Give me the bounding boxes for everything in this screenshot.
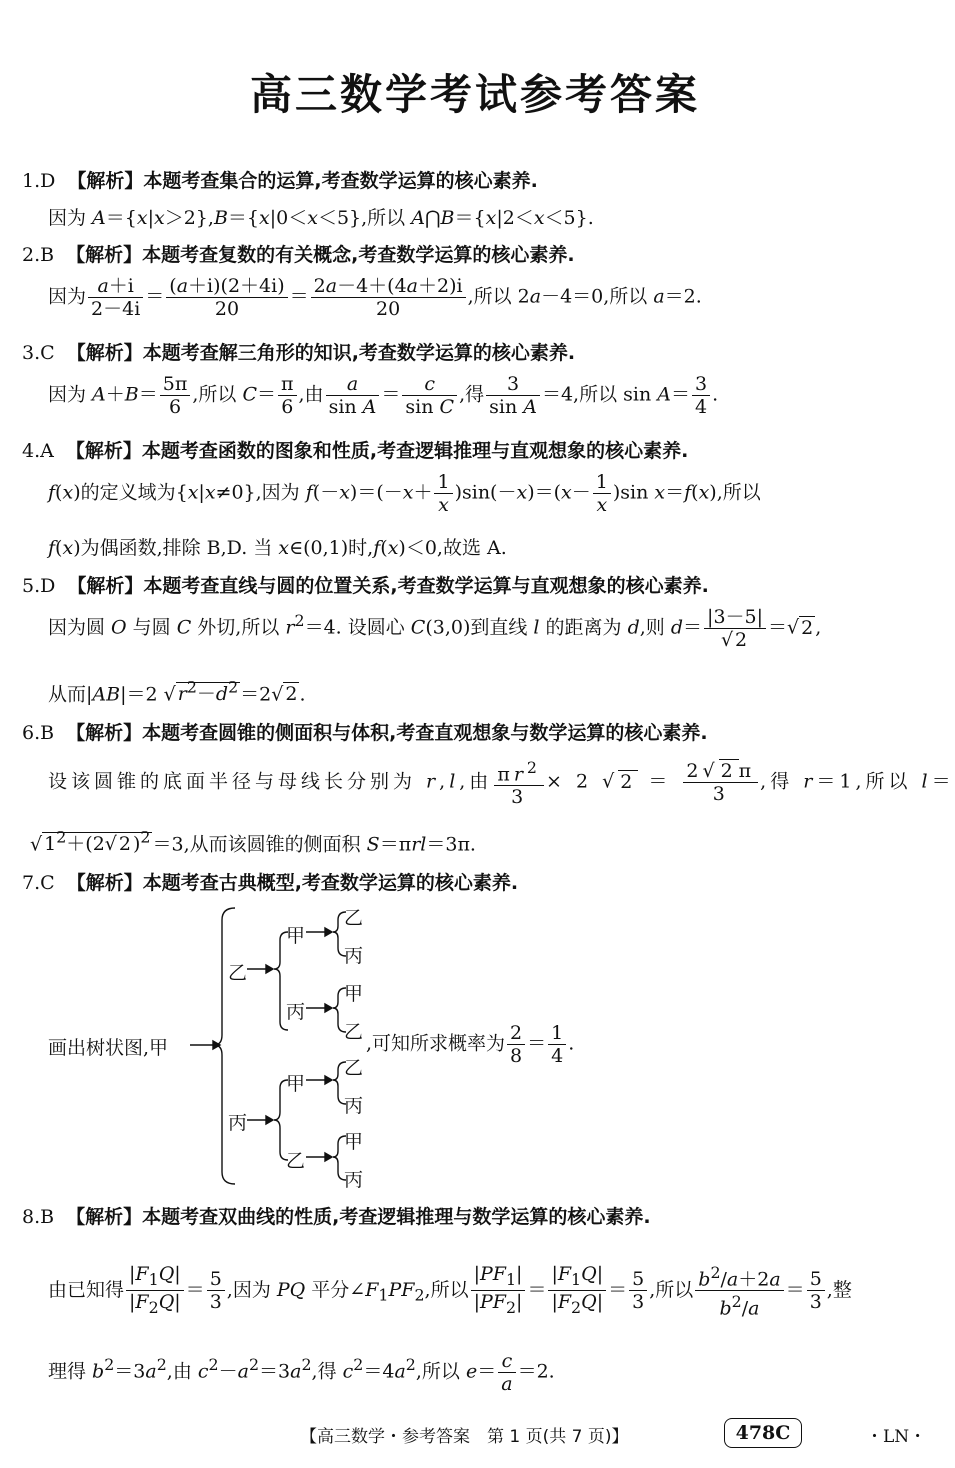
analysis-tag: 【解析】 bbox=[67, 170, 144, 192]
solution-line: 因为 A＝{x|x＞2},B＝{x|0＜x＜5},所以 A⋂B＝{x|2＜x＜5}. bbox=[48, 207, 594, 229]
question-number: 4. bbox=[22, 440, 41, 462]
question-desc: 本题考查复数的有关概念,考查数学运算的核心素养. bbox=[142, 244, 575, 266]
tree-node: 乙 bbox=[286, 1150, 306, 1172]
tree-node: 丙 bbox=[228, 1112, 248, 1134]
answer-letter: B bbox=[40, 722, 55, 744]
tree-leaf: 丙 bbox=[344, 1169, 364, 1191]
analysis-tag: 【解析】 bbox=[66, 244, 143, 266]
answer-letter: B bbox=[40, 244, 55, 266]
question-desc: 本题考查集合的运算,考查数学运算的核心素养. bbox=[143, 170, 538, 192]
question-desc: 本题考查双曲线的性质,考查逻辑推理与数学运算的核心素养. bbox=[142, 1206, 651, 1228]
tree-brace-root bbox=[214, 908, 235, 1184]
tree-leaf: 乙 bbox=[344, 907, 364, 929]
solution-line: f(x)为偶函数,排除 B,D. 当 x∈(0,1)时,f(x)＜0,故选 A. bbox=[48, 537, 507, 559]
tree-leaf: 丙 bbox=[344, 1095, 364, 1117]
footer-code-badge: 478C bbox=[724, 1418, 802, 1448]
question-number: 5. bbox=[22, 575, 41, 597]
footer-page-info: 【高三数学・参考答案 第 1 页(共 7 页)】 bbox=[300, 1427, 629, 1447]
answer-letter: A bbox=[40, 440, 54, 462]
tree-leaf: 乙 bbox=[344, 1057, 364, 1079]
question-desc: 本题考查古典概型,考查数学运算的核心素养. bbox=[142, 872, 519, 894]
solution-line: 因为圆 O 与圆 C 外切,所以 $r^2=4$. 设圆心 C(3,0)到直线 l 的距离为 d,则 d＝ $\frac{|3-5|}{√ 2}$ ＝√ 2 , bbox=[48, 606, 822, 651]
question-desc: 本题考查直线与圆的位置关系,考查数学运算与直观想象的核心素养. bbox=[143, 575, 709, 597]
analysis-tag: 【解析】 bbox=[65, 440, 142, 462]
solution-line: √ $1^2+(2√$ 2 )$^2$ ＝3,从而该圆锥的侧面积 S＝πrl＝3π. bbox=[30, 828, 476, 856]
solution-line: 因为 $\frac{a+i}{2-4i}$ ＝ $\frac{(a+i)(2+4i)}{20}$ ＝ $\frac{2a-4+(4a+2)i}{20}$ ,所以 2a－4＝0,所以 a＝2. bbox=[48, 275, 702, 320]
tree-conclusion: ,可知所求概率为 $\frac{2}{8}$ ＝ $\frac{1}{4}$ . bbox=[366, 1022, 575, 1067]
question-number: 8. bbox=[22, 1206, 41, 1228]
tree-conclusion-text: ,可知所求概率为 bbox=[366, 1032, 506, 1055]
answer-letter: D bbox=[40, 170, 56, 192]
analysis-tag: 【解析】 bbox=[66, 342, 143, 364]
tree-leaf: 乙 bbox=[344, 1021, 364, 1043]
question-desc: 本题考查函数的图象和性质,考查逻辑推理与直观想象的核心素养. bbox=[141, 440, 689, 462]
analysis-tag: 【解析】 bbox=[66, 722, 143, 744]
tree-leaf: 甲 bbox=[344, 1131, 364, 1153]
solution-line: 因为 A＋B＝ $\frac{5\pi}{6}$ ,所以 C＝ $\frac{\pi}{6}$ ,由 $\frac{a}{\text{sin A}}$ ＝ $\frac{c}{\text{sin C}}$ ,得 $\frac{3}{\text{sin A}}$ ＝4,所以 sin A＝ $\frac{3}{4}$ . bbox=[48, 373, 719, 418]
question-number: 1. bbox=[22, 170, 41, 192]
tree-node: 甲 bbox=[286, 1073, 306, 1095]
question-desc: 本题考查解三角形的知识,考查数学运算的核心素养. bbox=[142, 342, 576, 364]
question-number: 7. bbox=[22, 872, 41, 894]
tree-node: 丙 bbox=[286, 1001, 306, 1023]
question-number: 6. bbox=[22, 722, 41, 744]
analysis-tag: 【解析】 bbox=[66, 1206, 143, 1228]
footer-region: ・LN・ bbox=[866, 1427, 927, 1447]
tree-leaf: 丙 bbox=[344, 945, 364, 967]
tree-lead-text: 画出树状图,甲 bbox=[48, 1037, 169, 1059]
tree-node: 乙 bbox=[228, 962, 248, 984]
answer-letter: D bbox=[40, 575, 56, 597]
solution-line: f(x)的定义域为{x|x≠0},因为 f(－x)＝(－x＋ $\frac{1}{x}$ )sin(－x)＝(x－ $\frac{1}{x}$ )sin x＝f(x),所以 bbox=[48, 471, 761, 516]
solution-line: 从而|AB|＝2 √ $r^2-d^2 =2√$ 2 . bbox=[48, 678, 306, 706]
answer-letter: C bbox=[40, 342, 55, 364]
solution-line: 理得 $b^2=3a^2$,由 $c^2-a^2=3a^2$,得 $c^2=4a^2$,所以 e＝ $\frac{c}{a}$ ＝2. bbox=[48, 1350, 555, 1395]
question-number: 2. bbox=[22, 244, 41, 266]
solution-line: 设该圆锥的底面半径与母线长分别为 r,l,由 $\frac{\pi r^2}{3}$ × 2 √ 2 ＝ $\frac{2√ 2 \pi}{3}$ ,得 r＝1,所以 l＝ bbox=[48, 758, 955, 809]
answer-letter: C bbox=[40, 872, 55, 894]
question-desc: 本题考查圆锥的侧面积与体积,考查直观想象与数学运算的核心素养. bbox=[142, 722, 708, 744]
tree-node: 甲 bbox=[286, 925, 306, 947]
analysis-tag: 【解析】 bbox=[66, 872, 143, 894]
answer-letter: B bbox=[40, 1206, 55, 1228]
page-title: 高三数学考试参考答案 bbox=[249, 70, 700, 119]
tree-leaf: 甲 bbox=[344, 983, 364, 1005]
analysis-tag: 【解析】 bbox=[67, 575, 144, 597]
question-8-header bbox=[22, 1202, 651, 1229]
solution-line: 由已知得 $\frac{|F_1Q|}{|F_2Q|}$ ＝ $\frac{5}{3}$ ,因为 PQ 平分$\angle F_1PF_2$,所以 $\frac{|PF_1|}{|PF_2|}$ ＝ $\frac{|F_1Q|}{|F_2Q|}$ ＝ $\frac{5}{3}$ ,所以 $\frac{b^2/a+2a}{b^2/a}$ ＝ $\frac{5}{3}$ ,整 bbox=[48, 1262, 852, 1320]
question-number: 3. bbox=[22, 342, 41, 364]
